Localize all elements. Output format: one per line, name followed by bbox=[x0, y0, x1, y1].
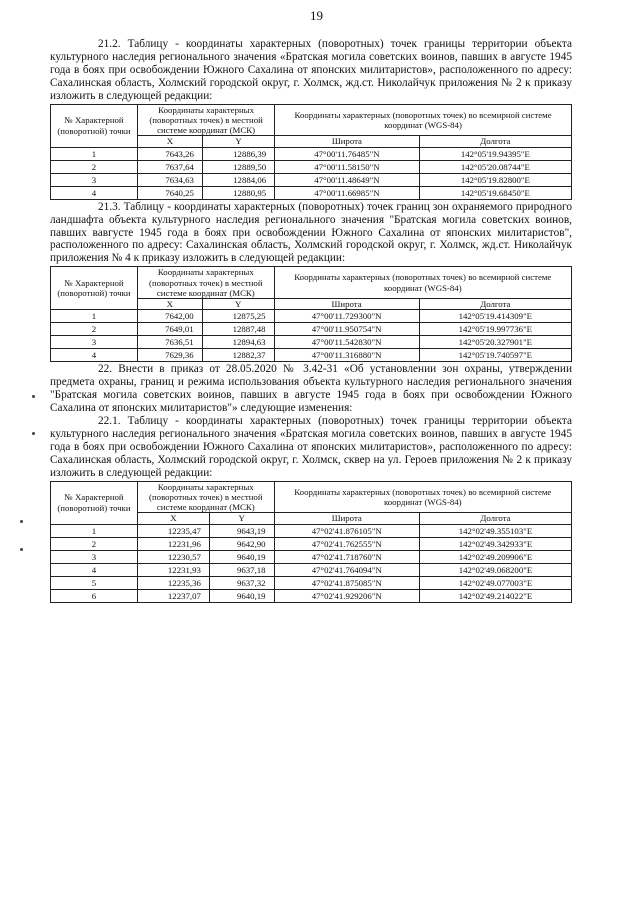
cell-x: 7629,36 bbox=[138, 349, 203, 362]
cell-lon: 142°02'49.342933"E bbox=[419, 537, 571, 550]
cell-lon: 142°02'49.355103"E bbox=[419, 524, 571, 537]
table-row bbox=[51, 589, 572, 602]
cell-y: 12887,48 bbox=[202, 323, 274, 336]
col-y: Y bbox=[209, 513, 274, 524]
table-row bbox=[51, 147, 572, 160]
cell-y: 12889,50 bbox=[202, 160, 274, 173]
cell-x: 7634,63 bbox=[138, 173, 203, 186]
cell-lat: 47°02'41.764094"N bbox=[274, 563, 419, 576]
cell-y: 9640,19 bbox=[209, 550, 274, 563]
paragraph-21-3: 21.3. Таблицу - координаты характерных (поворотных) точек границ зон охраняемого природного ландшафта объекта культурного наследия регионального значения "Братская могила советских воинов, павших вавгусте 1945 года в боях при освобождении Южного Сахалина от японских милитаристов", расположенного по адресу: Сахалинская область, Холмский городской округ, г. Холмск, жд.ст. Николайчук приложения № 4 к приказу изложить в следующей редакции: bbox=[50, 200, 572, 265]
cell-lon: 142°05'20.08744"E bbox=[419, 160, 571, 173]
table-row bbox=[51, 323, 572, 336]
cell-lat: 47°00'11.76485"N bbox=[275, 147, 420, 160]
margin-dot bbox=[20, 520, 23, 523]
cell-y: 12884,06 bbox=[202, 173, 274, 186]
cell-point: 2 bbox=[51, 323, 138, 336]
cell-x: 12235,36 bbox=[138, 576, 210, 589]
cell-point: 1 bbox=[51, 310, 138, 323]
col-latitude: Широта bbox=[275, 136, 420, 147]
col-point-number: № Характерной (поворотной) точки bbox=[51, 104, 138, 147]
cell-lon: 142°02'49.068200"E bbox=[419, 563, 571, 576]
cell-lat: 47°02'41.718760"N bbox=[274, 550, 419, 563]
cell-lon: 142°05'19.68450"E bbox=[419, 186, 571, 199]
cell-lon: 142°05'19.94395"E bbox=[419, 147, 571, 160]
cell-lat: 47°02'41.762555"N bbox=[274, 537, 419, 550]
cell-lon: 142°02'49.214022"E bbox=[419, 589, 571, 602]
cell-y: 12882,37 bbox=[202, 349, 274, 362]
table-row bbox=[51, 524, 572, 537]
cell-lat: 47°00'11.542830"N bbox=[274, 336, 419, 349]
document-body bbox=[50, 38, 572, 604]
col-longitude: Долгота bbox=[419, 513, 571, 524]
col-latitude: Широта bbox=[274, 513, 419, 524]
cell-lon: 142°05'19.997736"E bbox=[419, 323, 571, 336]
cell-x: 7643,26 bbox=[138, 147, 203, 160]
col-wgs-header: Координаты характерных (поворотных точек) во всемирной системе координат (WGS-84) bbox=[274, 481, 571, 513]
table-row bbox=[51, 550, 572, 563]
cell-x: 12235,47 bbox=[138, 524, 210, 537]
col-point-number: № Характерной (поворотной) точки bbox=[51, 267, 138, 310]
table-row bbox=[51, 310, 572, 323]
table-row bbox=[51, 336, 572, 349]
cell-y: 9643,19 bbox=[209, 524, 274, 537]
cell-point: 5 bbox=[51, 576, 138, 589]
cell-lat: 47°00'11.48649"N bbox=[275, 173, 420, 186]
col-x: X bbox=[138, 136, 203, 147]
cell-x: 7642,00 bbox=[138, 310, 203, 323]
col-y: Y bbox=[202, 136, 274, 147]
cell-point: 4 bbox=[51, 563, 138, 576]
cell-x: 7637,64 bbox=[138, 160, 203, 173]
cell-point: 1 bbox=[51, 147, 138, 160]
col-latitude: Широта bbox=[274, 299, 419, 310]
coordinates-table-22-1 bbox=[50, 481, 572, 603]
col-msk-header: Координаты характерных (поворотных точек) в местной системе координат (МСК) bbox=[138, 267, 275, 299]
table-row bbox=[51, 537, 572, 550]
table-row bbox=[51, 160, 572, 173]
cell-lon: 142°05'19.414309"E bbox=[419, 310, 571, 323]
cell-x: 12231,96 bbox=[138, 537, 210, 550]
margin-dot bbox=[32, 395, 35, 398]
page-number: 19 bbox=[310, 8, 323, 23]
col-longitude: Долгота bbox=[419, 136, 571, 147]
cell-y: 12886,39 bbox=[202, 147, 274, 160]
cell-lon: 142°05'19.740597"E bbox=[419, 349, 571, 362]
cell-point: 6 bbox=[51, 589, 138, 602]
cell-lat: 47°02'41.875085"N bbox=[274, 576, 419, 589]
col-point-number: № Характерной (поворотной) точки bbox=[51, 481, 138, 524]
cell-point: 3 bbox=[51, 336, 138, 349]
cell-point: 3 bbox=[51, 550, 138, 563]
cell-x: 12230,57 bbox=[138, 550, 210, 563]
cell-x: 7649,01 bbox=[138, 323, 203, 336]
cell-lon: 142°05'20.327901"E bbox=[419, 336, 571, 349]
cell-point: 3 bbox=[51, 173, 138, 186]
cell-point: 2 bbox=[51, 160, 138, 173]
cell-y: 9637,18 bbox=[209, 563, 274, 576]
table-row bbox=[51, 563, 572, 576]
col-msk-header: Координаты характерных (поворотных точек) в местной системе координат (МСК) bbox=[138, 481, 275, 513]
cell-lon: 142°02'49.077003"E bbox=[419, 576, 571, 589]
paragraph-21-2: 21.2. Таблицу - координаты характерных (поворотных) точек границы территории объекта культурного наследия регионального значения «Братская могила советских воинов, павших в августе 1945 года в боях при освобождении Южного Сахалина от японских милитаристов», расположенного по адресу: Сахалинская область, Холмский городской округ, г. Холмск, жд.ст. Николайчук приложения № 2 к приказу изложить в следующей редакции: bbox=[50, 38, 572, 102]
cell-x: 12237,07 bbox=[138, 589, 210, 602]
cell-lon: 142°02'49.209906"E bbox=[419, 550, 571, 563]
coordinates-table-21-2 bbox=[50, 104, 572, 200]
cell-point: 4 bbox=[51, 349, 138, 362]
cell-y: 9637,32 bbox=[209, 576, 274, 589]
table-row bbox=[51, 576, 572, 589]
cell-x: 12231,93 bbox=[138, 563, 210, 576]
col-y: Y bbox=[202, 299, 274, 310]
cell-y: 9640,19 bbox=[209, 589, 274, 602]
table-row bbox=[51, 349, 572, 362]
cell-lon: 142°05'19.82800"E bbox=[419, 173, 571, 186]
col-longitude: Долгота bbox=[419, 299, 571, 310]
cell-point: 4 bbox=[51, 186, 138, 199]
coordinates-table-21-3 bbox=[50, 266, 572, 362]
cell-x: 7636,51 bbox=[138, 336, 203, 349]
cell-lat: 47°00'11.58150"N bbox=[275, 160, 420, 173]
cell-lat: 47°00'11.729300"N bbox=[274, 310, 419, 323]
col-wgs-header: Координаты характерных (поворотных точек) во всемирной системе координат (WGS-84) bbox=[275, 104, 572, 136]
table-row bbox=[51, 186, 572, 199]
cell-point: 2 bbox=[51, 537, 138, 550]
margin-dot bbox=[20, 548, 23, 551]
cell-y: 12894,63 bbox=[202, 336, 274, 349]
cell-lat: 47°00'11.950754"N bbox=[274, 323, 419, 336]
cell-lat: 47°00'11.316880"N bbox=[274, 349, 419, 362]
cell-lat: 47°02'41.876105"N bbox=[274, 524, 419, 537]
col-x: X bbox=[138, 299, 203, 310]
cell-x: 7640,25 bbox=[138, 186, 203, 199]
cell-y: 12880,95 bbox=[202, 186, 274, 199]
col-wgs-header: Координаты характерных (поворотных точек) во всемирной системе координат (WGS-84) bbox=[274, 267, 571, 299]
col-x: X bbox=[138, 513, 210, 524]
cell-lat: 47°00'11.66985"N bbox=[275, 186, 420, 199]
table-row bbox=[51, 173, 572, 186]
cell-y: 9642,90 bbox=[209, 537, 274, 550]
cell-lat: 47°02'41.929206"N bbox=[274, 589, 419, 602]
cell-point: 1 bbox=[51, 524, 138, 537]
paragraph-22-1: 22.1. Таблицу - координаты характерных (поворотных) точек границы территории объекта культурного наследия регионального значения «Братская могила советских воинов, павших в августе 1945 года в боях при освобождении Южного Сахалина от японских милитаристов», расположенного по адресу: Сахалинская область, Холмский городской округ, г. Холмск, сквер на ул. Героев приложения № 2 к приказу изложить в следующей редакции: bbox=[50, 415, 572, 479]
paragraph-22: 22. Внести в приказ от 28.05.2020 № 3.42-31 «Об установлении зон охраны, утверждении предмета охраны, границ и режима использования объекта культурного наследия регионального значения "Братская могила советских воинов, павших в августе 1945 года в боях при освобождении Южного Сахалина от японских милитаристов"» следующие изменения: bbox=[50, 363, 572, 415]
margin-dot bbox=[32, 432, 35, 435]
col-msk-header: Координаты характерных (поворотных точек) в местной системе координат (МСК) bbox=[138, 104, 275, 136]
cell-y: 12875,25 bbox=[202, 310, 274, 323]
